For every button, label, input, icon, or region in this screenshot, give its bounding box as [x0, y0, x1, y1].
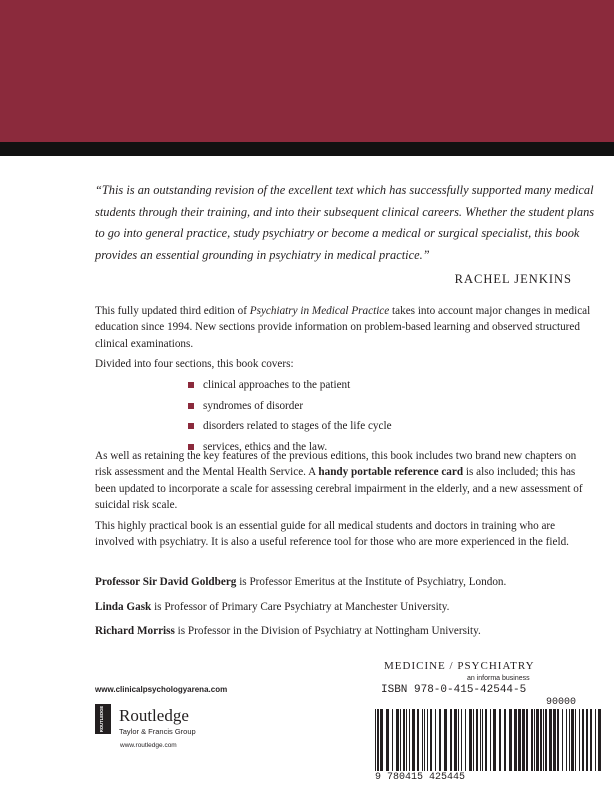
sections-list — [188, 375, 392, 457]
isbn-barcode — [373, 684, 605, 788]
barcode-bar — [598, 709, 601, 771]
barcode-bar — [509, 709, 512, 771]
list-item — [188, 375, 392, 396]
barcode-bar — [595, 709, 596, 771]
barcode-bar — [435, 709, 436, 771]
barcode-bar — [485, 709, 487, 771]
covers-intro: Divided into four sections, this book covers: — [95, 358, 294, 370]
barcode-bar — [534, 709, 535, 771]
review-quote: “This is an outstanding revision of the excellent text which has successfully supported many medical students through their training, and into their subsequent clinical careers. Whether the student plans to go into general practice, study psychiatry or become a medical or surgical specialist, this book provides an essential grounding in psychiatry in medical practice.” — [95, 183, 595, 262]
intro-before: This fully updated third edition of — [95, 305, 250, 317]
publisher-group: Taylor & Francis Group — [119, 727, 196, 736]
barcode-bar — [536, 709, 539, 771]
informa-tagline: an informa business — [467, 675, 530, 682]
barcode-bar — [545, 709, 547, 771]
routledge-logo-icon — [95, 704, 111, 734]
barcode-bar — [461, 709, 462, 771]
barcode-bar — [444, 709, 447, 771]
barcode-bar — [522, 709, 525, 771]
barcode-bar — [417, 709, 419, 771]
features-paragraph — [95, 448, 595, 514]
cover-dark-stripe — [0, 142, 614, 156]
barcode-bar — [543, 709, 544, 771]
barcode-bar — [582, 709, 584, 771]
barcode-bar — [406, 709, 407, 771]
author-bio — [95, 601, 605, 613]
barcode-bar — [540, 709, 542, 771]
barcode-bar — [427, 709, 428, 771]
barcode-bar — [569, 709, 570, 771]
barcode-bar — [458, 709, 459, 771]
barcode-bar — [531, 709, 533, 771]
book-title: Psychiatry in Medical Practice — [249, 305, 390, 317]
barcode-bar — [549, 709, 552, 771]
author-role: is Professor Emeritus at the Institute of Psychiatry, London. — [236, 576, 507, 588]
intro-paragraph — [95, 303, 595, 352]
barcode-digits: 9 780415 425445 — [375, 772, 466, 783]
barcode-bar — [476, 709, 478, 771]
barcode-bar — [571, 709, 574, 771]
square-bullet-icon — [188, 403, 194, 409]
barcode-bar — [480, 709, 481, 771]
author-name: Professor Sir David Goldberg — [95, 576, 237, 588]
list-item-text: syndromes of disorder — [203, 399, 304, 412]
barcode-bar — [575, 709, 576, 771]
audience-paragraph: This highly practical book is an essential guide for all medical students and doctors in training who are involved with psychiatry. It is also a useful reference tool for those who are more experienced in the field. — [95, 520, 569, 549]
author-name: Linda Gask — [95, 601, 152, 613]
features-before: As well as retaining the key features of the previous editions, this book includes two brand new chapters on risk assessment and the Mental Health Service. A — [95, 450, 577, 479]
author-role: is Professor in the Division of Psychiatry at Nottingham University. — [174, 625, 481, 637]
barcode-bar — [409, 709, 410, 771]
square-bullet-icon — [188, 382, 194, 388]
subject-category: MEDICINE / PSYCHIATRY — [384, 660, 535, 672]
barcode-bar — [562, 709, 563, 771]
barcode-bar — [557, 709, 559, 771]
barcode-bar — [386, 709, 389, 771]
barcode-bar — [469, 709, 472, 771]
barcode-bar — [518, 709, 521, 771]
barcode-bar — [375, 709, 376, 771]
cover-color-band — [0, 0, 614, 142]
barcode-bar — [566, 709, 567, 771]
barcode-bar — [482, 709, 483, 771]
author-bio — [95, 576, 605, 588]
list-item-text: disorders related to stages of the life cycle — [203, 420, 392, 433]
barcode-bar — [465, 709, 466, 771]
square-bullet-icon — [188, 423, 194, 429]
barcode-bar — [553, 709, 556, 771]
intro-after: takes into account major changes in medical education since 1994. New sections provide information on problem-based learning and observed structured clinical examinations. — [95, 305, 591, 350]
author-role: is Professor of Primary Care Psychiatry at Manchester University. — [151, 601, 450, 613]
barcode-bar — [590, 709, 592, 771]
barcode-bar — [380, 709, 383, 771]
reference-card-highlight: handy portable reference card — [318, 466, 464, 479]
list-item-text: services, ethics and the law. — [203, 440, 328, 453]
barcode-bar — [392, 709, 393, 771]
barcode-bar — [514, 709, 517, 771]
barcode-bar — [493, 709, 496, 771]
publisher-website[interactable]: www.routledge.com — [120, 742, 177, 749]
barcode-bar — [403, 709, 405, 771]
isbn-number: ISBN 978-0-415-42544-5 — [381, 684, 527, 696]
list-item-text: clinical approaches to the patient — [203, 379, 351, 392]
barcode-bar — [454, 709, 457, 771]
barcode-bar — [424, 709, 425, 771]
barcode-bar — [499, 709, 501, 771]
barcode-bar — [377, 709, 379, 771]
barcode-bar — [430, 709, 432, 771]
barcode-bar — [450, 709, 452, 771]
barcode-bar — [579, 709, 580, 771]
barcode-bar — [473, 709, 474, 771]
list-item — [188, 396, 392, 417]
quote-author: RACHEL JENKINS — [454, 272, 572, 286]
list-item — [188, 416, 392, 437]
price-code: 90000 — [546, 697, 577, 708]
barcode-bar — [526, 709, 528, 771]
barcode-bar — [422, 709, 423, 771]
barcode-bar — [504, 709, 506, 771]
barcode-bar — [586, 709, 588, 771]
features-after: is also included; this has been updated to incorporate a scale for assessing cerebral impairment in the elderly, and a new assessment of suicidal risk scale. — [95, 466, 583, 512]
routledge-mark-text: ROUTLEDGE — [99, 705, 104, 733]
publisher-name: Routledge — [119, 706, 189, 725]
barcode-bar — [490, 709, 491, 771]
barcode-bar — [400, 709, 401, 771]
publisher-logo — [95, 704, 235, 738]
barcode-bar — [439, 709, 441, 771]
barcode-bar — [412, 709, 415, 771]
author-bio — [95, 625, 605, 637]
barcode-bar — [396, 709, 399, 771]
author-name: Richard Morriss — [95, 625, 175, 637]
website-link[interactable]: www.clinicalpsychologyarena.com — [95, 685, 228, 694]
barcode-bars — [375, 709, 601, 771]
